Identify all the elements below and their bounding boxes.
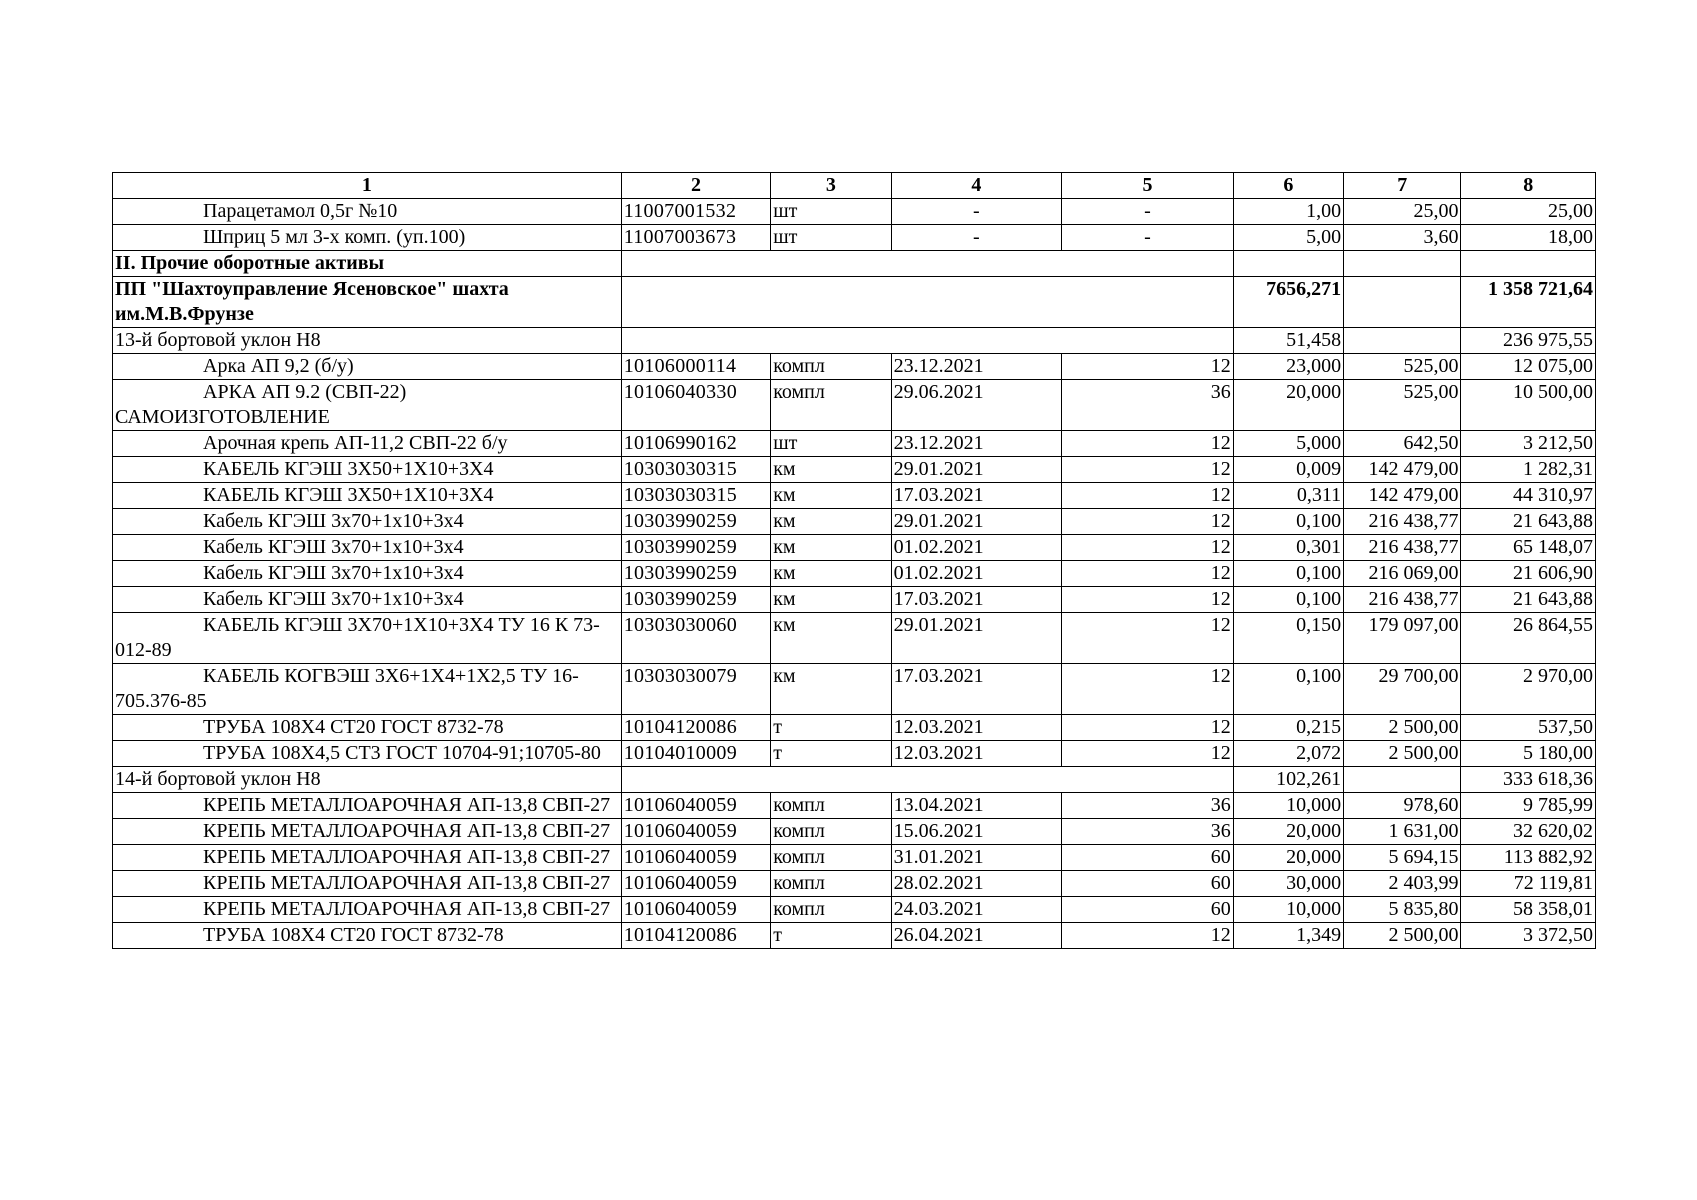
item-sum: 9 785,99	[1461, 793, 1596, 819]
item-name: ТРУБА 108Х4 СТ20 ГОСТ 8732-78	[203, 924, 504, 946]
group-name: ПП "Шахтоуправление Ясеновское" шахта им.М.В.Фрунзе	[113, 277, 622, 328]
group-sum: 333 618,36	[1461, 767, 1596, 793]
item-code: 10106040059	[621, 871, 771, 897]
item-term: 12	[1062, 587, 1234, 613]
item-date: 23.12.2021	[891, 354, 1062, 380]
item-name: Кабель КГЭШ 3х70+1х10+3х4	[203, 510, 464, 532]
item-name-cell	[113, 613, 622, 664]
item-price: 642,50	[1344, 431, 1461, 457]
item-term: 60	[1062, 871, 1234, 897]
item-qty: 0,311	[1233, 483, 1343, 509]
item-term: 36	[1062, 793, 1234, 819]
item-price: 2 500,00	[1344, 923, 1461, 949]
empty-cell	[621, 277, 1233, 328]
item-qty: 20,000	[1233, 380, 1343, 431]
item-term: 60	[1062, 897, 1234, 923]
item-unit: компл	[771, 845, 891, 871]
item-name: КРЕПЬ МЕТАЛЛОАРОЧНАЯ АП-13,8 СВП-27	[203, 898, 611, 920]
empty-cell	[1344, 251, 1461, 277]
item-name-cell	[113, 871, 622, 897]
item-sum: 21 643,88	[1461, 509, 1596, 535]
item-unit: т	[771, 715, 891, 741]
item-unit: км	[771, 509, 891, 535]
item-unit: компл	[771, 354, 891, 380]
item-unit: компл	[771, 819, 891, 845]
group-name: 13-й бортовой уклон Н8	[113, 328, 622, 354]
table-row	[113, 561, 1596, 587]
item-qty: 1,349	[1233, 923, 1343, 949]
item-term: 60	[1062, 845, 1234, 871]
table-row	[113, 819, 1596, 845]
item-date: 23.12.2021	[891, 431, 1062, 457]
table-row	[113, 664, 1596, 715]
item-code: 11007001532	[621, 199, 771, 225]
table-row	[113, 380, 1596, 431]
item-date: -	[891, 225, 1062, 251]
item-name: КРЕПЬ МЕТАЛЛОАРОЧНАЯ АП-13,8 СВП-27	[203, 820, 611, 842]
item-price: 142 479,00	[1344, 483, 1461, 509]
table-row	[113, 535, 1596, 561]
item-qty: 0,009	[1233, 457, 1343, 483]
table-row	[113, 431, 1596, 457]
item-price: 2 500,00	[1344, 741, 1461, 767]
item-qty: 0,100	[1233, 587, 1343, 613]
item-name-cell	[113, 431, 622, 457]
item-qty: 2,072	[1233, 741, 1343, 767]
item-name-cell	[113, 354, 622, 380]
empty-cell	[1461, 251, 1596, 277]
item-date: 26.04.2021	[891, 923, 1062, 949]
item-name-cell	[113, 225, 622, 251]
item-name: КАБЕЛЬ КОГВЭШ 3Х6+1Х4+1Х2,5 ТУ 16-705.376-85	[115, 665, 579, 712]
item-name-cell	[113, 741, 622, 767]
item-name-cell	[113, 793, 622, 819]
table-row	[113, 509, 1596, 535]
item-unit: км	[771, 483, 891, 509]
item-term: 12	[1062, 613, 1234, 664]
empty-cell	[621, 328, 1233, 354]
group-qty: 102,261	[1233, 767, 1343, 793]
column-header: 7	[1344, 173, 1461, 199]
item-qty: 20,000	[1233, 845, 1343, 871]
item-name-cell	[113, 483, 622, 509]
item-qty: 20,000	[1233, 819, 1343, 845]
item-date: 28.02.2021	[891, 871, 1062, 897]
item-date: 29.06.2021	[891, 380, 1062, 431]
empty-cell	[1233, 251, 1343, 277]
item-name-cell	[113, 457, 622, 483]
item-sum: 44 310,97	[1461, 483, 1596, 509]
table-row	[113, 354, 1596, 380]
table-row	[113, 199, 1596, 225]
item-qty: 0,150	[1233, 613, 1343, 664]
group-name: 14-й бортовой уклон Н8	[113, 767, 622, 793]
item-price: 29 700,00	[1344, 664, 1461, 715]
group-qty: 51,458	[1233, 328, 1343, 354]
item-name-cell	[113, 509, 622, 535]
item-date: 15.06.2021	[891, 819, 1062, 845]
item-code: 10303030315	[621, 457, 771, 483]
item-term: 12	[1062, 741, 1234, 767]
item-code: 10104120086	[621, 923, 771, 949]
item-date: 12.03.2021	[891, 741, 1062, 767]
item-name-cell	[113, 587, 622, 613]
column-header: 1	[113, 173, 622, 199]
item-price: 1 631,00	[1344, 819, 1461, 845]
item-sum: 113 882,92	[1461, 845, 1596, 871]
item-name: Кабель КГЭШ 3х70+1х10+3х4	[203, 562, 464, 584]
group-row	[113, 277, 1596, 328]
item-unit: км	[771, 613, 891, 664]
table-row	[113, 613, 1596, 664]
item-name-cell	[113, 819, 622, 845]
item-sum: 32 620,02	[1461, 819, 1596, 845]
item-name: Арка АП 9,2 (б/у)	[203, 355, 354, 377]
item-sum: 10 500,00	[1461, 380, 1596, 431]
empty-cell	[1344, 277, 1461, 328]
group-row	[113, 767, 1596, 793]
item-code: 10104120086	[621, 715, 771, 741]
item-unit: т	[771, 741, 891, 767]
item-name-cell	[113, 664, 622, 715]
item-sum: 12 075,00	[1461, 354, 1596, 380]
item-sum: 72 119,81	[1461, 871, 1596, 897]
item-code: 10106040059	[621, 845, 771, 871]
item-sum: 65 148,07	[1461, 535, 1596, 561]
item-sum: 18,00	[1461, 225, 1596, 251]
item-code: 10106990162	[621, 431, 771, 457]
table-row	[113, 483, 1596, 509]
item-name: КАБЕЛЬ КГЭШ 3Х70+1Х10+3Х4 ТУ 16 К 73-012-89	[115, 614, 600, 661]
item-code: 11007003673	[621, 225, 771, 251]
item-price: 216 438,77	[1344, 509, 1461, 535]
group-sum: 1 358 721,64	[1461, 277, 1596, 328]
item-qty: 5,00	[1233, 225, 1343, 251]
item-term: -	[1062, 225, 1234, 251]
item-date: 17.03.2021	[891, 483, 1062, 509]
item-name-cell	[113, 535, 622, 561]
item-sum: 537,50	[1461, 715, 1596, 741]
column-header: 8	[1461, 173, 1596, 199]
item-date: -	[891, 199, 1062, 225]
table-row	[113, 741, 1596, 767]
item-name: КАБЕЛЬ КГЭШ 3Х50+1Х10+3Х4	[203, 484, 494, 506]
item-date: 29.01.2021	[891, 613, 1062, 664]
item-price: 3,60	[1344, 225, 1461, 251]
empty-cell	[621, 767, 1233, 793]
item-price: 525,00	[1344, 354, 1461, 380]
item-name: КРЕПЬ МЕТАЛЛОАРОЧНАЯ АП-13,8 СВП-27	[203, 846, 611, 868]
item-name: ТРУБА 108Х4,5 СТ3 ГОСТ 10704-91;10705-80	[203, 742, 601, 764]
item-name: Кабель КГЭШ 3х70+1х10+3х4	[203, 588, 464, 610]
item-qty: 0,215	[1233, 715, 1343, 741]
item-unit: т	[771, 923, 891, 949]
item-name-cell	[113, 561, 622, 587]
item-date: 29.01.2021	[891, 509, 1062, 535]
item-code: 10303030060	[621, 613, 771, 664]
item-qty: 0,301	[1233, 535, 1343, 561]
item-code: 10303990259	[621, 587, 771, 613]
column-header-row	[113, 173, 1596, 199]
item-name: КАБЕЛЬ КГЭШ 3Х50+1Х10+3Х4	[203, 458, 494, 480]
item-price: 216 069,00	[1344, 561, 1461, 587]
item-term: 36	[1062, 380, 1234, 431]
table-row	[113, 897, 1596, 923]
column-header: 2	[621, 173, 771, 199]
item-unit: шт	[771, 431, 891, 457]
item-term: 12	[1062, 715, 1234, 741]
inventory-table	[112, 172, 1596, 949]
item-sum: 2 970,00	[1461, 664, 1596, 715]
item-term: 12	[1062, 535, 1234, 561]
table-row	[113, 225, 1596, 251]
item-price: 25,00	[1344, 199, 1461, 225]
item-unit: шт	[771, 225, 891, 251]
item-code: 10106040330	[621, 380, 771, 431]
item-date: 17.03.2021	[891, 664, 1062, 715]
item-unit: компл	[771, 871, 891, 897]
item-code: 10303990259	[621, 535, 771, 561]
item-name-cell	[113, 199, 622, 225]
column-header: 5	[1062, 173, 1234, 199]
item-term: -	[1062, 199, 1234, 225]
item-name-cell	[113, 380, 622, 431]
item-name: ТРУБА 108Х4 СТ20 ГОСТ 8732-78	[203, 716, 504, 738]
item-term: 12	[1062, 561, 1234, 587]
item-unit: км	[771, 664, 891, 715]
item-date: 01.02.2021	[891, 561, 1062, 587]
item-code: 10106040059	[621, 897, 771, 923]
item-date: 29.01.2021	[891, 457, 1062, 483]
item-price: 525,00	[1344, 380, 1461, 431]
item-sum: 25,00	[1461, 199, 1596, 225]
item-date: 01.02.2021	[891, 535, 1062, 561]
item-name: Шприц 5 мл 3-х комп. (уп.100)	[203, 226, 466, 248]
item-term: 12	[1062, 509, 1234, 535]
item-term: 36	[1062, 819, 1234, 845]
item-sum: 5 180,00	[1461, 741, 1596, 767]
item-code: 10106040059	[621, 793, 771, 819]
item-term: 12	[1062, 457, 1234, 483]
item-term: 12	[1062, 923, 1234, 949]
item-unit: компл	[771, 793, 891, 819]
item-unit: шт	[771, 199, 891, 225]
item-term: 12	[1062, 354, 1234, 380]
item-date: 31.01.2021	[891, 845, 1062, 871]
empty-cell	[1344, 767, 1461, 793]
item-price: 2 403,99	[1344, 871, 1461, 897]
item-unit: компл	[771, 897, 891, 923]
item-price: 216 438,77	[1344, 535, 1461, 561]
group-sum: 236 975,55	[1461, 328, 1596, 354]
item-name: КРЕПЬ МЕТАЛЛОАРОЧНАЯ АП-13,8 СВП-27	[203, 794, 611, 816]
item-qty: 0,100	[1233, 509, 1343, 535]
table-row	[113, 923, 1596, 949]
item-name: Парацетамол 0,5г №10	[203, 200, 398, 222]
item-sum: 58 358,01	[1461, 897, 1596, 923]
item-name: Арочная крепь АП-11,2 СВП-22 б/у	[203, 432, 508, 454]
item-term: 12	[1062, 664, 1234, 715]
column-header: 3	[771, 173, 891, 199]
item-name: Кабель КГЭШ 3х70+1х10+3х4	[203, 536, 464, 558]
item-sum: 3 372,50	[1461, 923, 1596, 949]
item-qty: 23,000	[1233, 354, 1343, 380]
item-code: 10303990259	[621, 561, 771, 587]
table-row	[113, 457, 1596, 483]
column-header: 6	[1233, 173, 1343, 199]
item-unit: км	[771, 561, 891, 587]
item-date: 13.04.2021	[891, 793, 1062, 819]
item-price: 216 438,77	[1344, 587, 1461, 613]
item-unit: км	[771, 457, 891, 483]
column-header: 4	[891, 173, 1062, 199]
item-code: 10303030315	[621, 483, 771, 509]
empty-cell	[1344, 328, 1461, 354]
item-code: 10303990259	[621, 509, 771, 535]
item-name-cell	[113, 845, 622, 871]
item-code: 10104010009	[621, 741, 771, 767]
group-qty: 7656,271	[1233, 277, 1343, 328]
table-row	[113, 715, 1596, 741]
item-price: 2 500,00	[1344, 715, 1461, 741]
item-price: 5 694,15	[1344, 845, 1461, 871]
item-qty: 30,000	[1233, 871, 1343, 897]
empty-cell	[621, 251, 1233, 277]
table-row	[113, 587, 1596, 613]
item-name: АРКА АП 9.2 (СВП-22) САМОИЗГОТОВЛЕНИЕ	[115, 381, 407, 428]
section-row	[113, 251, 1596, 277]
table-row	[113, 871, 1596, 897]
item-unit: компл	[771, 380, 891, 431]
item-term: 12	[1062, 483, 1234, 509]
table-row	[113, 793, 1596, 819]
item-qty: 0,100	[1233, 664, 1343, 715]
item-qty: 10,000	[1233, 897, 1343, 923]
item-date: 17.03.2021	[891, 587, 1062, 613]
item-price: 5 835,80	[1344, 897, 1461, 923]
item-sum: 3 212,50	[1461, 431, 1596, 457]
item-qty: 10,000	[1233, 793, 1343, 819]
item-name-cell	[113, 923, 622, 949]
item-sum: 26 864,55	[1461, 613, 1596, 664]
item-sum: 1 282,31	[1461, 457, 1596, 483]
section-title: II. Прочие оборотные активы	[113, 251, 622, 277]
item-price: 978,60	[1344, 793, 1461, 819]
item-sum: 21 643,88	[1461, 587, 1596, 613]
item-unit: км	[771, 587, 891, 613]
item-price: 179 097,00	[1344, 613, 1461, 664]
item-name-cell	[113, 715, 622, 741]
item-code: 10303030079	[621, 664, 771, 715]
item-date: 24.03.2021	[891, 897, 1062, 923]
item-term: 12	[1062, 431, 1234, 457]
item-qty: 5,000	[1233, 431, 1343, 457]
item-code: 10106040059	[621, 819, 771, 845]
item-unit: км	[771, 535, 891, 561]
group-row	[113, 328, 1596, 354]
item-qty: 0,100	[1233, 561, 1343, 587]
item-name-cell	[113, 897, 622, 923]
item-date: 12.03.2021	[891, 715, 1062, 741]
item-code: 10106000114	[621, 354, 771, 380]
item-price: 142 479,00	[1344, 457, 1461, 483]
item-sum: 21 606,90	[1461, 561, 1596, 587]
table-row	[113, 845, 1596, 871]
item-qty: 1,00	[1233, 199, 1343, 225]
item-name: КРЕПЬ МЕТАЛЛОАРОЧНАЯ АП-13,8 СВП-27	[203, 872, 611, 894]
